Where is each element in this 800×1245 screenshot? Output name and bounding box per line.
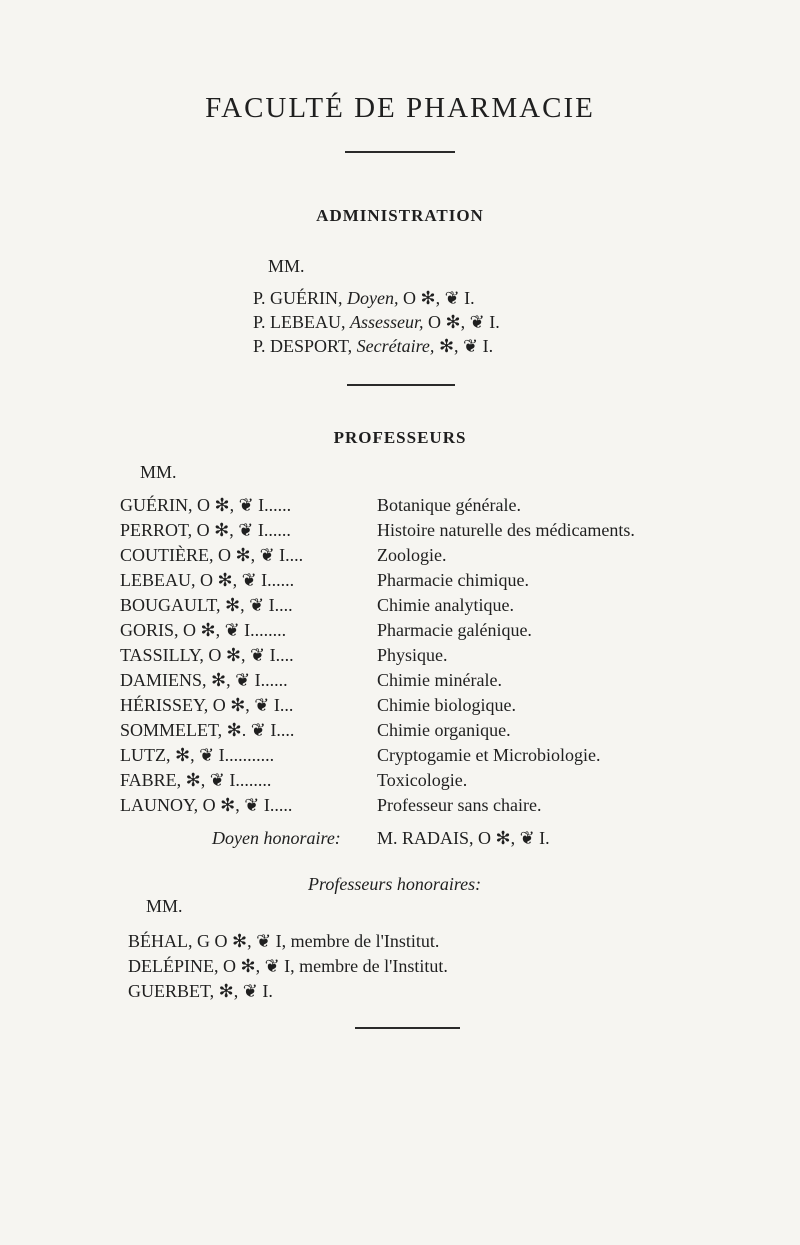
professor-name: TASSILLY, O ✻, ❦ I.... xyxy=(120,645,294,665)
professor-subject: Chimie analytique. xyxy=(377,595,514,615)
admin-member-role: Secrétaire, xyxy=(356,336,435,356)
admin-member xyxy=(253,288,475,309)
professor-subject: Physique. xyxy=(377,645,448,665)
divider xyxy=(345,151,455,153)
professor-subject: Cryptogamie et Microbiologie. xyxy=(377,745,601,765)
professor-subject: Professeur sans chaire. xyxy=(377,795,542,815)
page-title: FACULTÉ DE PHARMACIE xyxy=(205,92,595,124)
admin-member-name: P. LEBEAU, xyxy=(253,312,346,332)
professor-name: LAUNOY, O ✻, ❦ I..... xyxy=(120,795,293,815)
professeurs-mm: MM. xyxy=(140,462,177,482)
professor-name: COUTIÈRE, O ✻, ❦ I.... xyxy=(120,545,304,565)
professor-subject: Pharmacie chimique. xyxy=(377,570,529,590)
professor-subject: Chimie biologique. xyxy=(377,695,516,715)
divider xyxy=(347,384,455,386)
professor-subject: Toxicologie. xyxy=(377,770,468,790)
administration-mm: MM. xyxy=(268,256,305,276)
professor-name: DAMIENS, ✻, ❦ I...... xyxy=(120,670,288,690)
doyen-honoraire-label: Doyen honoraire: xyxy=(212,828,341,848)
admin-member-role: Doyen, xyxy=(347,288,399,308)
professeurs-honoraires-label: Professeurs honoraires: xyxy=(308,874,482,894)
professor-subject: Zoologie. xyxy=(377,545,447,565)
honoraires-mm: MM. xyxy=(146,896,183,916)
admin-member-role: Assesseur, xyxy=(350,312,424,332)
doyen-honoraire-value: M. RADAIS, O ✻, ❦ I. xyxy=(377,828,550,848)
professor-name: LUTZ, ✻, ❦ I........... xyxy=(120,745,275,765)
honorary-professor: DELÉPINE, O ✻, ❦ I, membre de l'Institut. xyxy=(128,956,448,976)
professor-name: HÉRISSEY, O ✻, ❦ I... xyxy=(120,695,294,715)
professeurs-heading: PROFESSEURS xyxy=(333,428,467,447)
admin-member-name: P. DESPORT, xyxy=(253,336,353,356)
professor-name: FABRE, ✻, ❦ I........ xyxy=(120,770,272,790)
professor-name: LEBEAU, O ✻, ❦ I...... xyxy=(120,570,295,590)
administration-heading: ADMINISTRATION xyxy=(316,206,484,225)
professor-subject: Botanique générale. xyxy=(377,495,521,515)
professor-subject: Chimie organique. xyxy=(377,720,511,740)
admin-member-honors: O ✻, ❦ I. xyxy=(428,312,500,332)
admin-member-honors: O ✻, ❦ I. xyxy=(403,288,475,308)
professor-subject: Chimie minérale. xyxy=(377,670,502,690)
professor-subject: Histoire naturelle des médicaments. xyxy=(377,520,635,540)
honorary-professor: GUERBET, ✻, ❦ I. xyxy=(128,981,273,1001)
admin-member-honors: ✻, ❦ I. xyxy=(438,336,494,356)
divider xyxy=(355,1027,460,1029)
professor-name: GUÉRIN, O ✻, ❦ I...... xyxy=(120,495,292,515)
professor-subject: Pharmacie galénique. xyxy=(377,620,532,640)
professor-name: BOUGAULT, ✻, ❦ I.... xyxy=(120,595,293,615)
professor-name: SOMMELET, ✻. ❦ I.... xyxy=(120,720,295,740)
admin-member xyxy=(253,312,500,333)
honorary-professor: BÉHAL, G O ✻, ❦ I, membre de l'Institut. xyxy=(128,931,440,951)
admin-member xyxy=(253,336,493,357)
admin-member-name: P. GUÉRIN, xyxy=(253,288,343,308)
professor-name: PERROT, O ✻, ❦ I...... xyxy=(120,520,291,540)
professor-name: GORIS, O ✻, ❦ I........ xyxy=(120,620,287,640)
